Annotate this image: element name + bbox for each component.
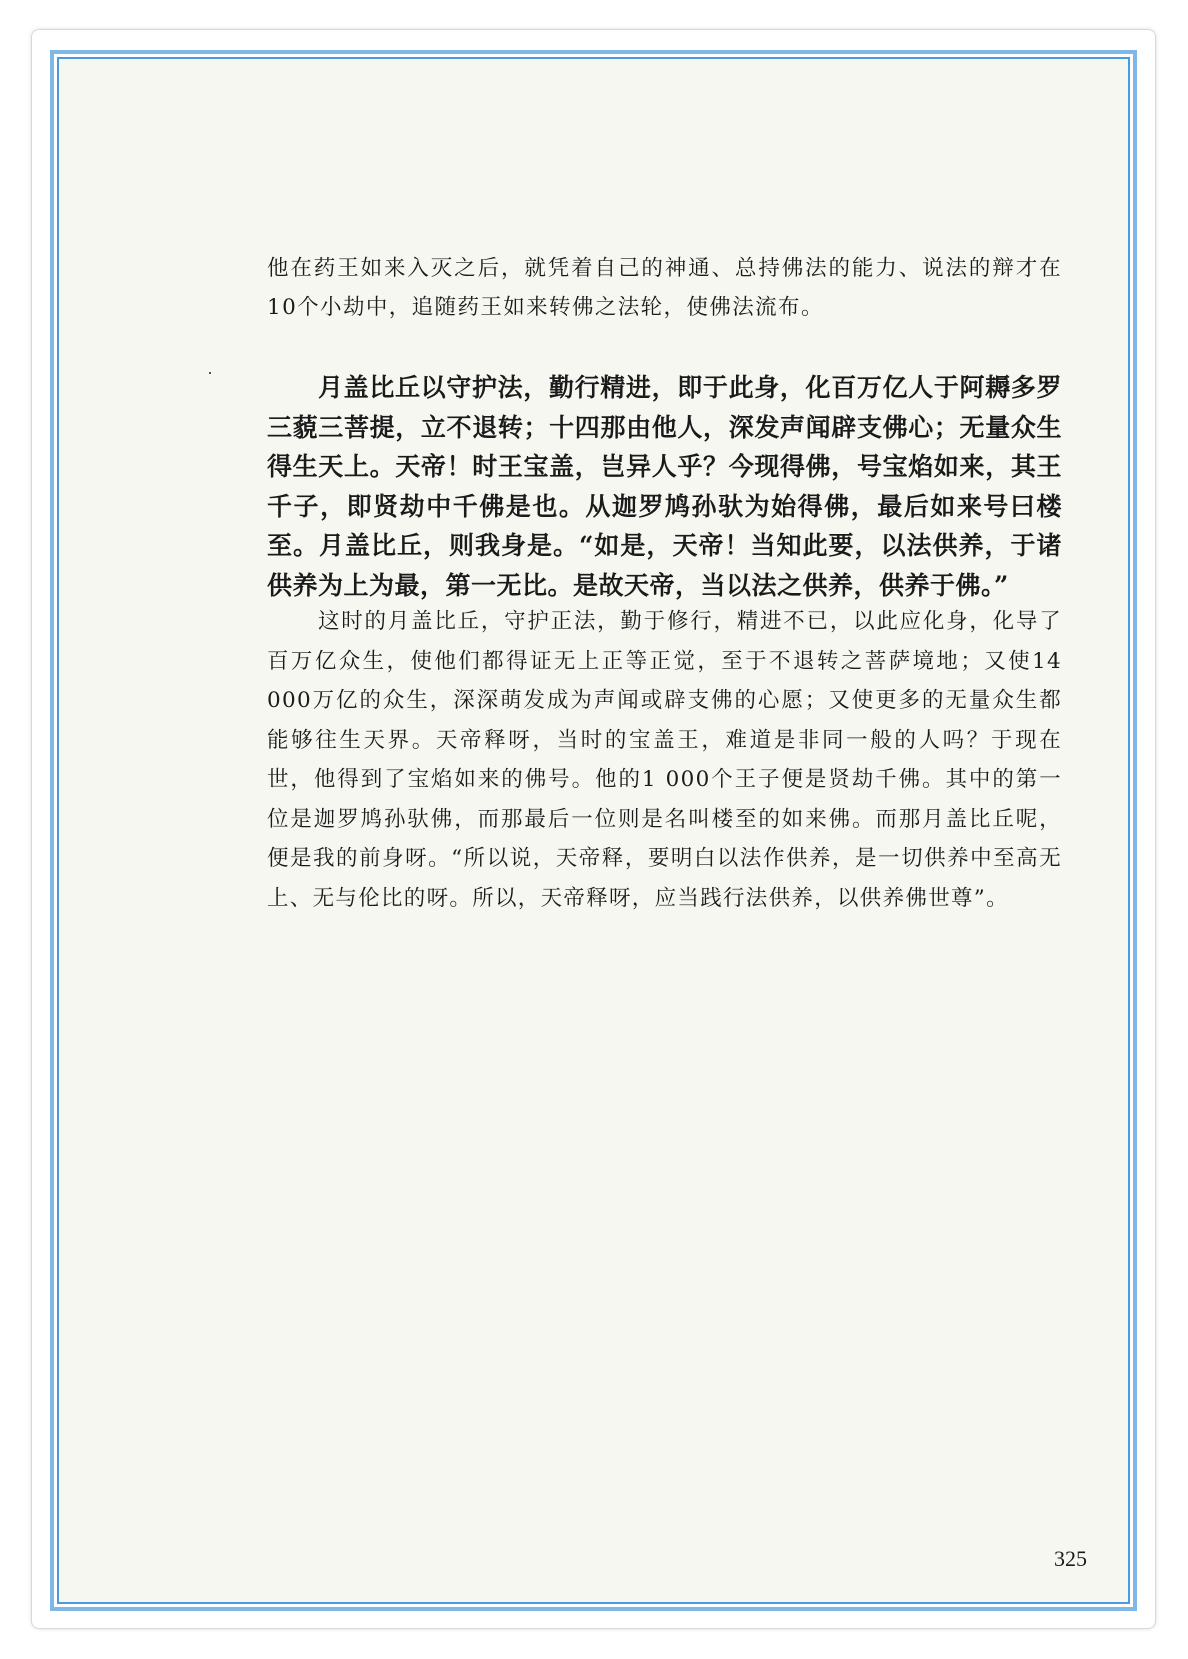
- paragraph-translation: 这时的月盖比丘，守护正法，勤于修行，精进不已，以此应化身，化导了百万亿众生，使他们都得证无上正等正觉，至于不退转之菩萨境地；又使14 000万亿的众生，深深萌发成为声闻或辟支佛的心愿；又使更多的无量众生都能够往生天界。天帝释呀，当时的宝盖王，难道是非同一般的人吗？于现在世，他得到了宝焰如来的佛号。他的1 000个王子便是贤劫千佛。其中的第一位是迦罗鸠孙驮佛，而那最后一位则是名叫楼至的如来佛。而那月盖比丘呢，便是我的前身呀。“所以说，天帝释，要明白以法作供养，是一切供养中至高无上、无与伦比的呀。所以，天帝释呀，应当践行法供养，以供养佛世尊”。: [267, 609, 1062, 911]
- book-page: [57, 57, 1130, 1604]
- page-number: 325: [1054, 1546, 1087, 1571]
- paragraph-sutra-original: 月盖比丘以守护法，勤行精进，即于此身，化百万亿人于阿耨多罗三藐三菩提，立不退转；十四那由他人，深发声闻辟支佛心；无量众生得生天上。天帝！时王宝盖，岂异人乎？今现得佛，号宝焰如来，其王千子，即贤劫中千佛是也。从迦罗鸠孙驮为始得佛，最后如来号曰楼至。月盖比丘，则我身是。“如是，天帝！当知此要，以法供养，于诸供养为上为最，第一无比。是故天帝，当以法之供养，供养于佛。”: [267, 373, 1062, 600]
- scan-speck: [209, 372, 211, 374]
- paragraph-translation-intro: 他在药王如来入灭之后，就凭着自己的神通、总持佛法的能力、说法的辩才在10个小劫中，追随药王如来转佛之法轮，使佛法流布。: [267, 256, 1062, 320]
